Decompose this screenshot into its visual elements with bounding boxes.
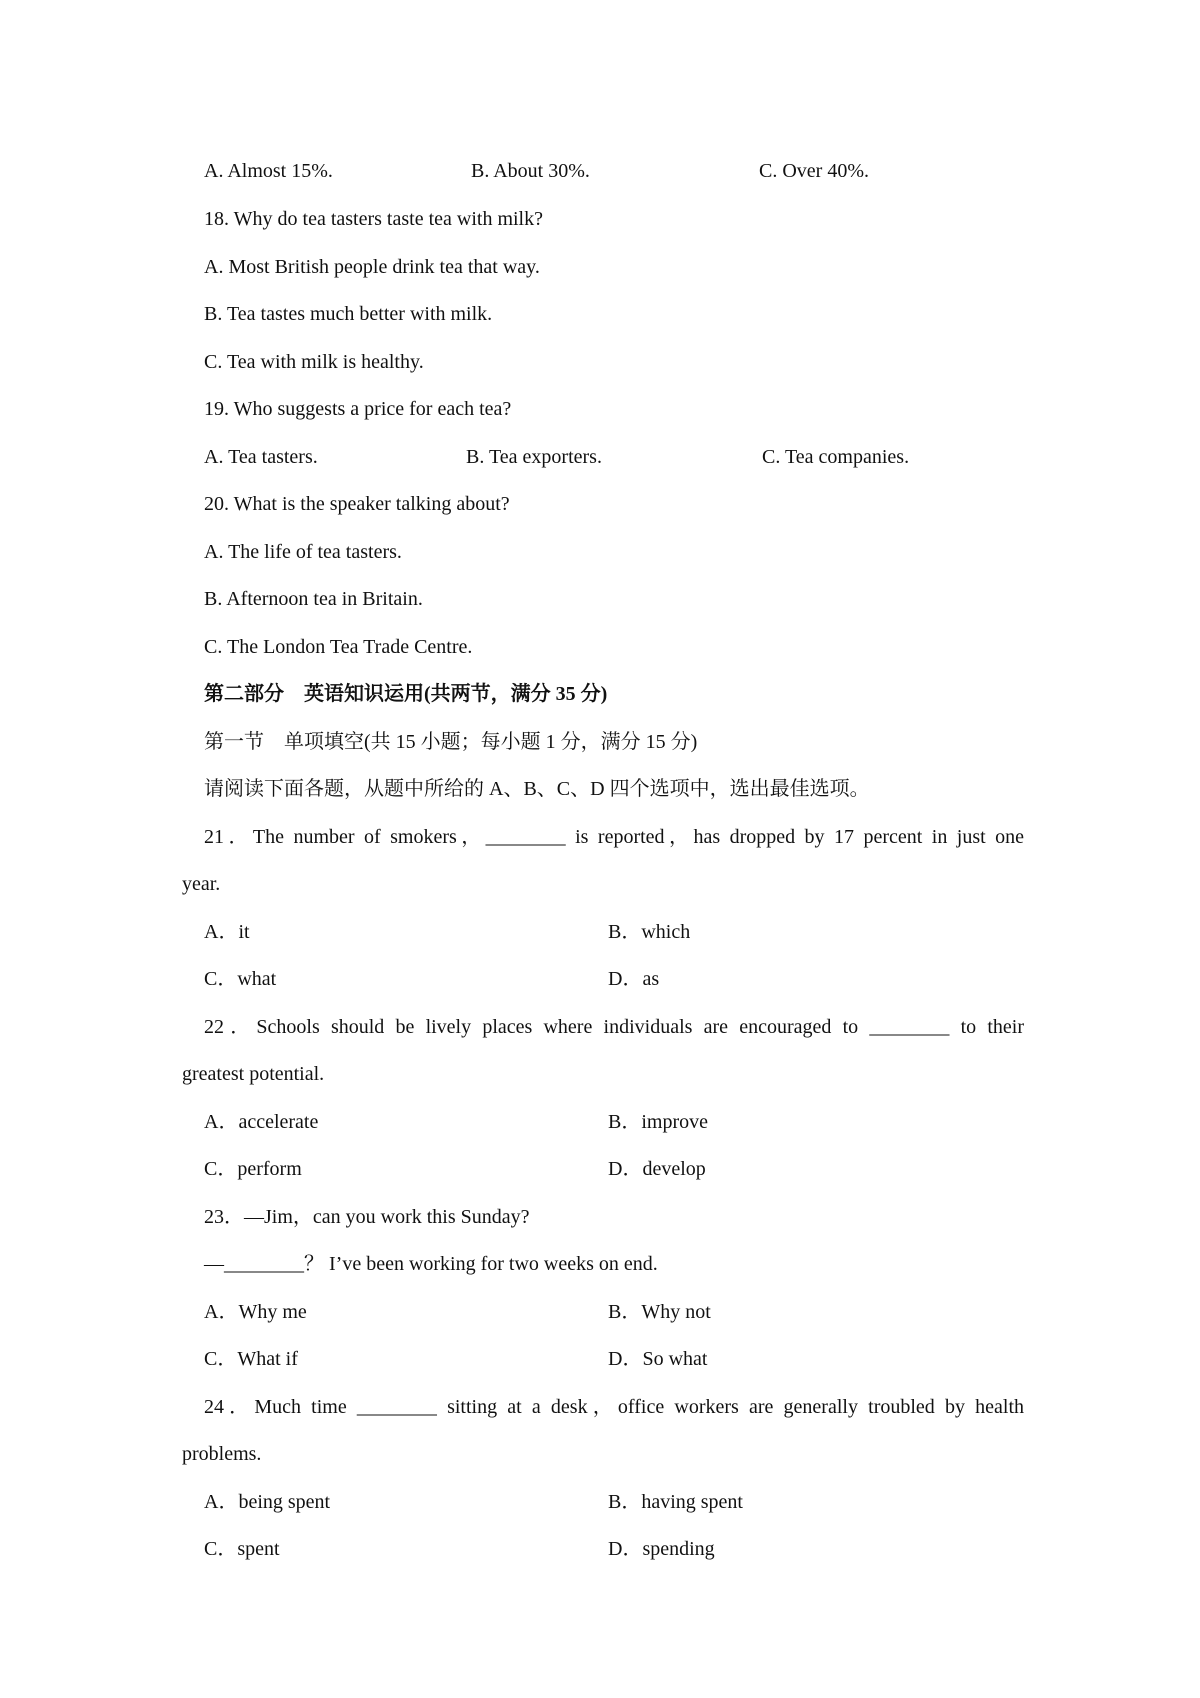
q21-stem-line2: year. bbox=[182, 873, 221, 895]
q20-option-a: A. The life of tea tasters. bbox=[204, 541, 402, 563]
q18-option-c: C. Tea with milk is healthy. bbox=[204, 351, 424, 373]
q21-option-a: A．it bbox=[204, 921, 250, 943]
q22-option-b: B．improve bbox=[608, 1111, 708, 1133]
q23-option-c: C．What if bbox=[204, 1348, 298, 1370]
q20-option-b: B. Afternoon tea in Britain. bbox=[204, 588, 423, 610]
q23-stem-line2: —________？ I’ve been working for two weeks on end. bbox=[204, 1253, 658, 1275]
q18-option-a: A. Most British people drink tea that way. bbox=[204, 256, 540, 278]
q19-option-b: B. Tea exporters. bbox=[466, 446, 602, 468]
q19-option-a: A. Tea tasters. bbox=[204, 446, 318, 468]
q18-option-b: B. Tea tastes much better with milk. bbox=[204, 303, 493, 325]
q24-option-b: B．having spent bbox=[608, 1491, 743, 1513]
q18-stem: 18. Why do tea tasters taste tea with milk? bbox=[204, 208, 543, 230]
q21-stem-line1: 21．The number of smokers，________ is reported，has dropped by 17 percent in just one bbox=[204, 826, 1024, 848]
q23-option-b: B．Why not bbox=[608, 1301, 711, 1323]
q24-stem-line2: problems. bbox=[182, 1443, 262, 1465]
q24-stem-line1: 24．Much time ________ sitting at a desk，office workers are generally troubled by health bbox=[204, 1396, 1024, 1418]
q17-option-c: C. Over 40%. bbox=[759, 160, 869, 182]
q22-option-c: C．perform bbox=[204, 1158, 302, 1180]
q23-option-a: A．Why me bbox=[204, 1301, 307, 1323]
q24-option-d: D．spending bbox=[608, 1538, 715, 1560]
q19-stem: 19. Who suggests a price for each tea? bbox=[204, 398, 512, 420]
q21-option-d: D．as bbox=[608, 968, 660, 990]
q22-stem-line2: greatest potential. bbox=[182, 1063, 325, 1085]
section-instruction: 请阅读下面各题，从题中所给的 A、B、C、D 四个选项中，选出最佳选项。 bbox=[204, 778, 870, 800]
q23-option-d: D．So what bbox=[608, 1348, 708, 1370]
q17-option-b: B. About 30%. bbox=[471, 160, 590, 182]
q22-option-d: D．develop bbox=[608, 1158, 706, 1180]
q24-option-c: C．spent bbox=[204, 1538, 280, 1560]
q19-option-c: C. Tea companies. bbox=[762, 446, 910, 468]
q20-stem: 20. What is the speaker talking about? bbox=[204, 493, 510, 515]
section-heading: 第二部分 英语知识运用(共两节，满分 35 分) bbox=[204, 683, 608, 705]
q20-option-c: C. The London Tea Trade Centre. bbox=[204, 636, 473, 658]
q21-option-c: C．what bbox=[204, 968, 277, 990]
section-subheading: 第一节 单项填空(共 15 小题；每小题 1 分，满分 15 分) bbox=[204, 731, 698, 753]
q24-option-a: A．being spent bbox=[204, 1491, 331, 1513]
q17-option-a: A. Almost 15%. bbox=[204, 160, 333, 182]
q22-stem-line1: 22．Schools should be lively places where individuals are encouraged to ________ to their bbox=[204, 1016, 1024, 1038]
q22-option-a: A．accelerate bbox=[204, 1111, 319, 1133]
q23-stem-line1: 23．—Jim，can you work this Sunday? bbox=[204, 1206, 530, 1228]
q21-option-b: B．which bbox=[608, 921, 691, 943]
